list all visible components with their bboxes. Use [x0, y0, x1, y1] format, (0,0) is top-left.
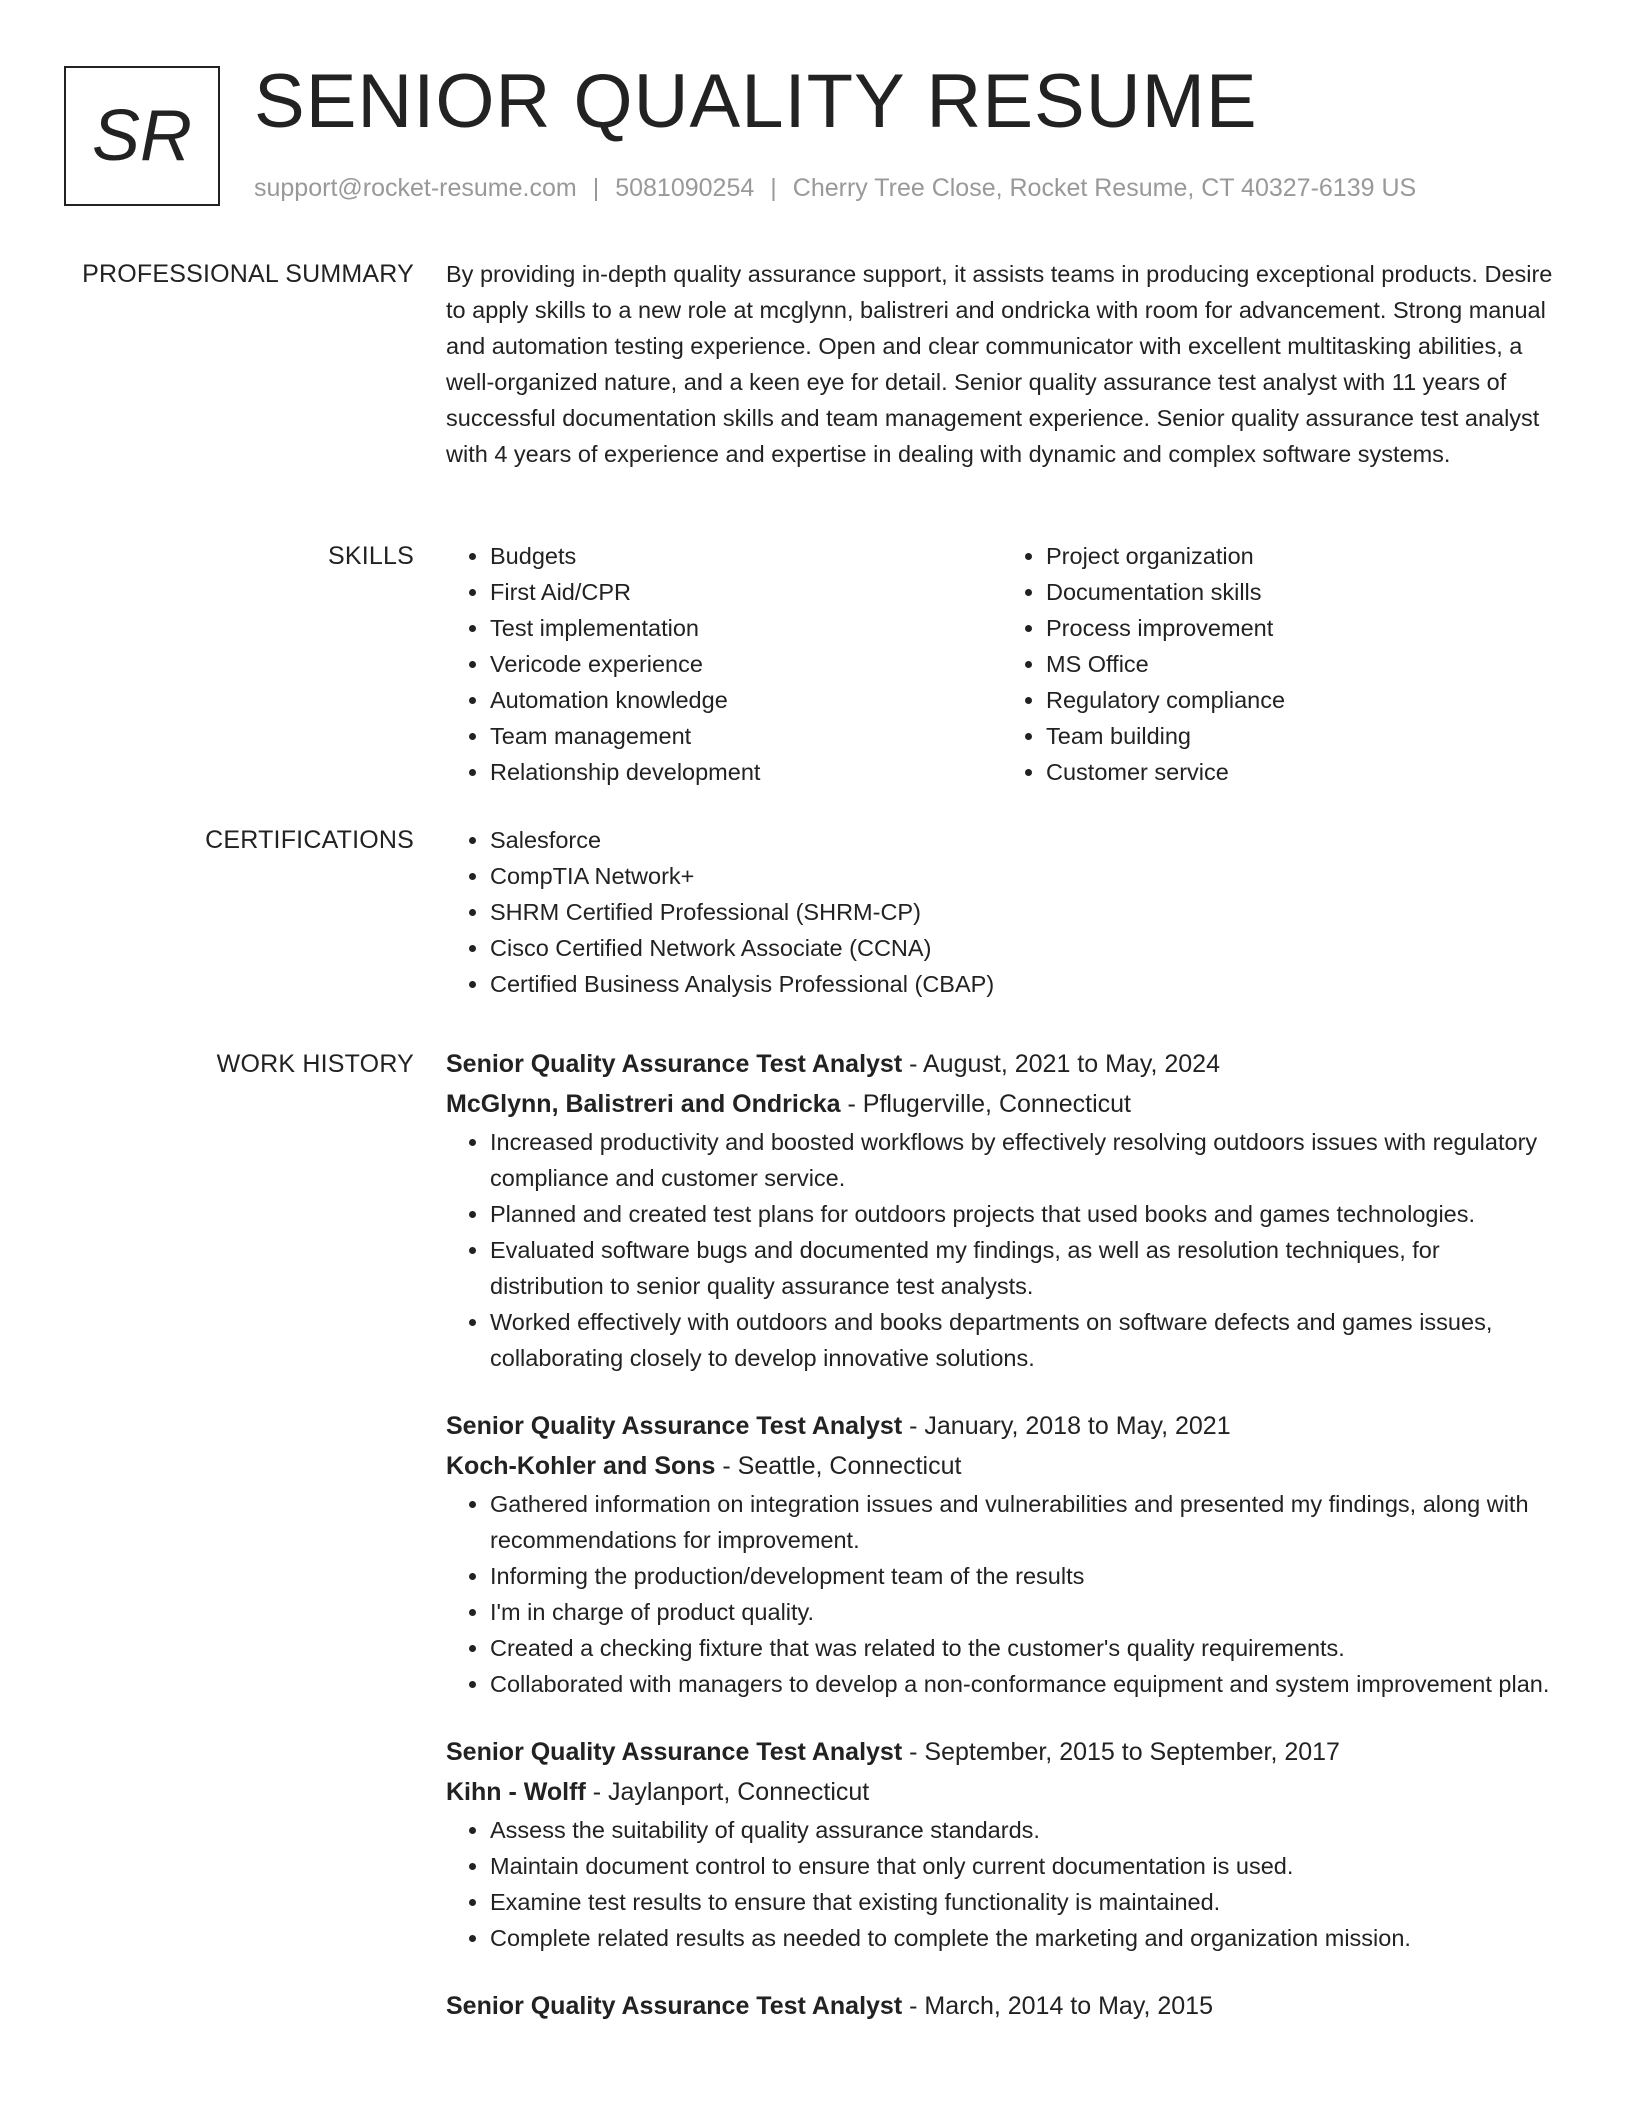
certifications-list [446, 822, 1558, 1002]
contact-separator: | [770, 174, 777, 202]
job-company-line [446, 1446, 1558, 1486]
job-company: Koch-Kohler and Sons [446, 1452, 716, 1480]
job-entry [446, 1044, 1558, 1376]
skills-list-right [1002, 538, 1558, 790]
job-title: Senior Quality Assurance Test Analyst [446, 1050, 903, 1078]
job-bullet: • Complete related results as needed to complete the marketing and organization mission. [490, 1920, 1558, 1956]
skill-item: • Regulatory compliance [1046, 682, 1558, 718]
job-company-line [446, 1084, 1558, 1124]
job-dates: - August, 2021 to May, 2024 [902, 1050, 1220, 1078]
job-bullet: • Gathered information on integration issues and vulnerabilities and presented my findings, along with recommendations for improvement. [490, 1486, 1558, 1558]
skill-item: • MS Office [1046, 646, 1558, 682]
job-bullet: • Assess the suitability of quality assurance standards. [490, 1812, 1558, 1848]
summary-text: By providing in-depth quality assurance support, it assists teams in producing exceptional products. Desire to apply skills to a new role at mcglynn, balistreri and ondricka with room for advancement. Strong manual and automation testing experience. Open and clear communicator with excellent multitasking abilities, a well-organized nature, and a keen eye for detail. Senior quality assurance test analyst with 11 years of successful documentation skills and team management experience. Senior quality assurance test analyst with 4 years of experience and expertise in dealing with dynamic and complex software systems. [446, 261, 1553, 467]
section-label-summary: PROFESSIONAL SUMMARY [82, 260, 414, 288]
certification-item: • CompTIA Network+ [490, 858, 1558, 894]
skill-item: • Process improvement [1046, 610, 1558, 646]
resume-title: SENIOR QUALITY RESUME [254, 59, 1258, 144]
section-label-certifications: CERTIFICATIONS [205, 826, 414, 854]
certifications-body [446, 822, 1558, 1002]
job-location: - Jaylanport, Connecticut [585, 1778, 870, 1806]
job-bullet: • Examine test results to ensure that existing functionality is maintained. [490, 1884, 1558, 1920]
job-bullet: • Worked effectively with outdoors and books departments on software defects and games issues, collaborating closely to develop innovative solutions. [490, 1304, 1558, 1376]
job-title-line [446, 1044, 1558, 1084]
contact-email: support@rocket-resume.com [254, 174, 577, 202]
job-bullets [446, 1812, 1558, 1956]
monogram-badge [64, 66, 220, 206]
job-company-line [446, 1772, 1558, 1812]
job-title: Senior Quality Assurance Test Analyst [446, 1738, 903, 1766]
skill-item: • Team building [1046, 718, 1558, 754]
job-title-line [446, 1732, 1558, 1772]
certification-item: • SHRM Certified Professional (SHRM-CP) [490, 894, 1558, 930]
skill-item: • Budgets [490, 538, 1002, 574]
job-company: Kihn - Wolff [446, 1778, 586, 1806]
skill-item: • Vericode experience [490, 646, 1002, 682]
job-location: - Seattle, Connecticut [715, 1452, 962, 1480]
section-label-skills: SKILLS [328, 542, 414, 570]
monogram-initials: SR [91, 96, 193, 176]
skill-item: • Relationship development [490, 754, 1002, 790]
job-location: - Pflugerville, Connecticut [840, 1090, 1131, 1118]
job-title: Senior Quality Assurance Test Analyst [446, 1412, 903, 1440]
skill-item: • Documentation skills [1046, 574, 1558, 610]
job-dates: - January, 2018 to May, 2021 [902, 1412, 1231, 1440]
contact-phone: 5081090254 [615, 174, 755, 202]
skill-item: • Project organization [1046, 538, 1558, 574]
summary-body [446, 256, 1558, 472]
contact-separator: | [592, 174, 600, 202]
job-title: Senior Quality Assurance Test Analyst [446, 1992, 903, 2020]
job-title-line [446, 1986, 1558, 2026]
skills-columns [446, 538, 1558, 790]
work-history-body [446, 1044, 1558, 2026]
skill-item: • Test implementation [490, 610, 1002, 646]
job-title-line [446, 1406, 1558, 1446]
job-dates: - September, 2015 to September, 2017 [902, 1738, 1340, 1766]
job-bullet: • Evaluated software bugs and documented my findings, as well as resolution techniques, for distribution to senior quality assurance test analysts. [490, 1232, 1558, 1304]
job-bullet: • Created a checking fixture that was related to the customer's quality requirements. [490, 1630, 1558, 1666]
job-company: McGlynn, Balistreri and Ondricka [446, 1090, 841, 1118]
job-bullet: • I'm in charge of product quality. [490, 1594, 1558, 1630]
skills-list-left [446, 538, 1002, 790]
section-label-work-history: WORK HISTORY [216, 1050, 414, 1078]
job-entry [446, 1406, 1558, 1702]
certification-item: • Salesforce [490, 822, 1558, 858]
job-entry [446, 1732, 1558, 1956]
certification-item: • Cisco Certified Network Associate (CCNA) [490, 930, 1558, 966]
job-bullet: • Planned and created test plans for outdoors projects that used books and games technologies. [490, 1196, 1558, 1232]
job-bullet: • Informing the production/development team of the results [490, 1558, 1558, 1594]
skill-item: • Team management [490, 718, 1002, 754]
skill-item: • Customer service [1046, 754, 1558, 790]
job-bullet: • Increased productivity and boosted workflows by effectively resolving outdoors issues with regulatory compliance and customer service. [490, 1124, 1558, 1196]
job-bullet: • Collaborated with managers to develop a non-conformance equipment and system improvement plan. [490, 1666, 1558, 1702]
skill-item: • First Aid/CPR [490, 574, 1002, 610]
job-bullets [446, 1486, 1558, 1702]
contact-address: Cherry Tree Close, Rocket Resume, CT 40327-6139 US [792, 174, 1417, 202]
certification-item: • Certified Business Analysis Professional (CBAP) [490, 966, 1558, 1002]
job-dates: - March, 2014 to May, 2015 [902, 1992, 1213, 2020]
job-bullets [446, 1124, 1558, 1376]
job-entry [446, 1986, 1558, 2026]
job-bullet: • Maintain document control to ensure that only current documentation is used. [490, 1848, 1558, 1884]
skill-item: • Automation knowledge [490, 682, 1002, 718]
contact-line [254, 174, 1416, 203]
